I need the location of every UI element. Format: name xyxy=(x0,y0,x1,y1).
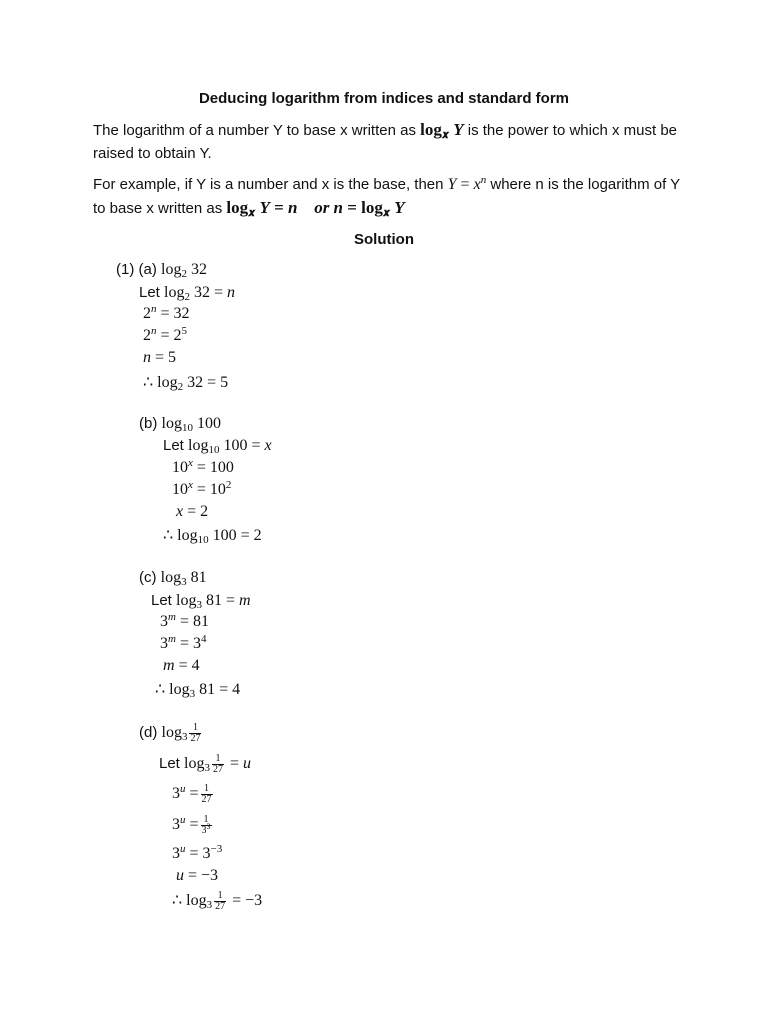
part-b-step3: x = 2 xyxy=(176,503,209,520)
part-b-let: Let $\log_{10} 100 = x$ xyxy=(163,437,272,456)
part-a-result: ∴ $\log_2 32 = 5$ xyxy=(143,374,229,393)
n-equals-log: $n = \log_𝒙 Y$ xyxy=(333,198,405,219)
part-d-let: Let $\log_3$ $\frac{1}{27}$ = u xyxy=(159,753,252,775)
part-a-heading: (1) (a) $\log_2 32$ xyxy=(116,261,207,280)
part-a-let: Let $\log_2 32 = n$ xyxy=(139,284,236,303)
part-b-step2: $10^x = 10^2$ xyxy=(172,479,232,498)
part-c-heading: (c) $\log_3 81$ xyxy=(139,569,207,588)
part-c-step3: m = 4 xyxy=(163,657,200,674)
part-a-step2: $2^n = 2^5$ xyxy=(143,325,188,344)
example-paragraph: For example, if Y is a number and x is the base, then $Y = x^n$ where n is the logarithm of Y to base x written as $\log_𝒙 Y = n$ or $n = \log_𝒙 Y$ xyxy=(93,174,680,219)
definition-text-a: The logarithm of a number Y to base x written as xyxy=(93,122,421,139)
or-word: or xyxy=(314,198,330,217)
part-c-step1: $3^m = 81$ xyxy=(160,611,209,630)
part-d-step3: $3^u = 3^{-3}$ xyxy=(172,843,223,862)
definition-text-b: is the power to which x must be raised to obtain Y. xyxy=(93,122,678,162)
solution-heading: Solution xyxy=(354,231,414,248)
part-a-step3: n = 5 xyxy=(143,349,177,366)
part-c-step2: $3^m = 3^4$ xyxy=(160,633,207,652)
page-title: Deducing logarithm from indices and standard form xyxy=(198,90,570,107)
part-c-let: Let $\log_3 81 = m$ xyxy=(151,592,251,611)
part-d-step2: $3^u$ = $\frac{1}{3^3}$ xyxy=(172,814,211,836)
part-b-result: ∴ $\log_{10} 100 = 2$ xyxy=(163,527,262,546)
part-d-heading: (d) $\log_3$ $\frac{1}{27}$ xyxy=(139,722,201,744)
part-d-step1: $3^u$ = $\frac{1}{27}$ xyxy=(172,783,212,805)
part-a-step1: $2^n = 32$ xyxy=(143,303,190,322)
part-b-heading: (b) $\log_{10} 100$ xyxy=(139,415,221,434)
part-d-result: ∴ $\log_3$ $\frac{1}{27}$ = −3 xyxy=(172,889,263,912)
part-d-step4: u = −3 xyxy=(176,867,219,884)
part-b-step1: $10^x = 100$ xyxy=(172,457,234,476)
log-equation: $\log_𝒙 Y = n$ xyxy=(226,198,298,219)
y-equals-x-power-n: Y xyxy=(447,176,457,193)
example-text-a: For example, if Y is a number and x is the base, then xyxy=(93,176,448,193)
log-x-y-expression: $\log_𝒙 Y$ xyxy=(420,120,464,141)
example-text-b: where n is the logarithm of Y to base x written as xyxy=(93,176,680,217)
part-c-result: ∴ $\log_3 81 = 4$ xyxy=(155,681,241,700)
definition-paragraph xyxy=(93,118,683,165)
